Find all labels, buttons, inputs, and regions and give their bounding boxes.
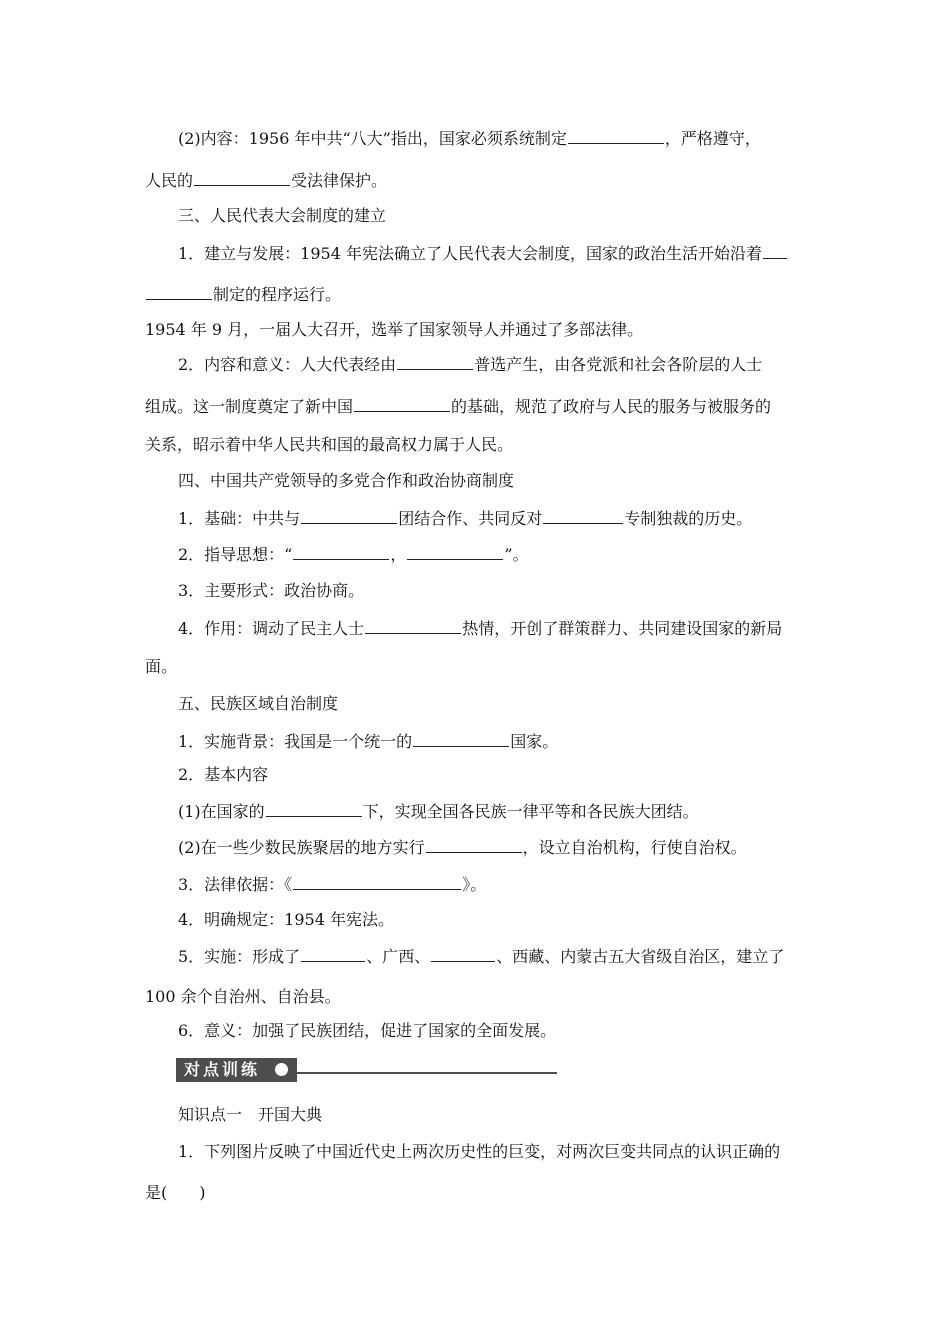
content-line: 5．实施：形成了 、广西、 、西藏、内蒙古五大省级自治区，建立了 (178, 947, 785, 966)
content-line: 1954 年 9 月，一届人大召开，选举了国家领导人并通过了多部法律。 (145, 320, 644, 339)
content-line: 关系，昭示着中华人民共和国的最高权力属于人民。 (145, 435, 514, 454)
section-heading: 四、中国共产党领导的多党合作和政治协商制度 (178, 471, 515, 490)
bullet-dot-icon (275, 1063, 288, 1076)
fill-blank[interactable] (568, 128, 664, 144)
content-line: 1．建立与发展：1954 年宪法确立了人民代表大会制度，国家的政治生活开始沿着 (178, 243, 788, 264)
fill-blank[interactable] (293, 544, 389, 560)
fill-blank[interactable] (397, 354, 473, 370)
fill-blank[interactable] (266, 801, 362, 817)
content-line: 100 余个自治州、自治县。 (145, 987, 341, 1006)
content-line: (2)在一些少数民族聚居的地方实行 ，设立自治机构，行使自治权。 (178, 838, 747, 857)
knowledge-point-title: 知识点一 开国大典 (178, 1105, 323, 1124)
fill-blank[interactable] (413, 731, 509, 747)
content-line: 组成。这一制度奠定了新中国 的基础，规范了政府与人民的服务与被服务的 (145, 397, 772, 416)
question-line: 是( ) (145, 1183, 206, 1202)
content-line: 3．主要形式：政治协商。 (178, 581, 365, 600)
banner-divider (297, 1072, 557, 1074)
practice-banner: 对点训练 (176, 1058, 297, 1082)
content-line: 2．内容和意义：人大代表经由 普选产生，由各党派和社会各阶层的人士 (178, 355, 763, 374)
content-line: 制定的程序运行。 (145, 284, 341, 305)
content-line: 1．基础：中共与 团结合作、共同反对 专制独裁的历史。 (178, 509, 753, 528)
question-line: 1．下列图片反映了中国近代史上两次历史性的巨变，对两次巨变共同点的认识正确的 (178, 1142, 781, 1161)
fill-blank[interactable] (146, 284, 212, 300)
fill-blank[interactable] (194, 170, 290, 186)
content-line: (1)在国家的 下，实现全国各民族一律平等和各民族大团结。 (178, 802, 699, 821)
content-line: (2)内容：1956 年中共“八大”指出，国家必须系统制定 ，严格遵守， (178, 129, 761, 148)
fill-blank[interactable] (426, 837, 522, 853)
content-line: 4．明确规定：1954 年宪法。 (178, 910, 394, 929)
fill-blank[interactable] (301, 946, 365, 962)
section-heading: 五、民族区域自治制度 (178, 694, 339, 713)
content-line: 1．实施背景：我国是一个统一的 国家。 (178, 732, 559, 751)
content-line: 人民的 受法律保护。 (145, 171, 388, 190)
fill-blank[interactable] (431, 946, 495, 962)
fill-blank[interactable] (365, 618, 461, 634)
section-heading: 三、人民代表大会制度的建立 (178, 206, 387, 225)
fill-blank[interactable] (407, 544, 503, 560)
content-line: 4．作用：调动了民主人士 热情，开创了群策群力、共同建设国家的新局 (178, 619, 783, 638)
content-line: 面。 (145, 657, 178, 676)
fill-blank[interactable] (354, 396, 450, 412)
content-line: 2．基本内容 (178, 765, 269, 784)
fill-blank[interactable] (301, 508, 397, 524)
fill-blank[interactable] (763, 243, 787, 259)
content-line: 3．法律依据：《 》。 (178, 875, 487, 894)
content-line: 2．指导思想：“ ， ”。 (178, 545, 529, 564)
fill-blank[interactable] (543, 508, 623, 524)
fill-blank[interactable] (293, 874, 461, 890)
content-line: 6．意义：加强了民族团结，促进了国家的全面发展。 (178, 1021, 557, 1040)
